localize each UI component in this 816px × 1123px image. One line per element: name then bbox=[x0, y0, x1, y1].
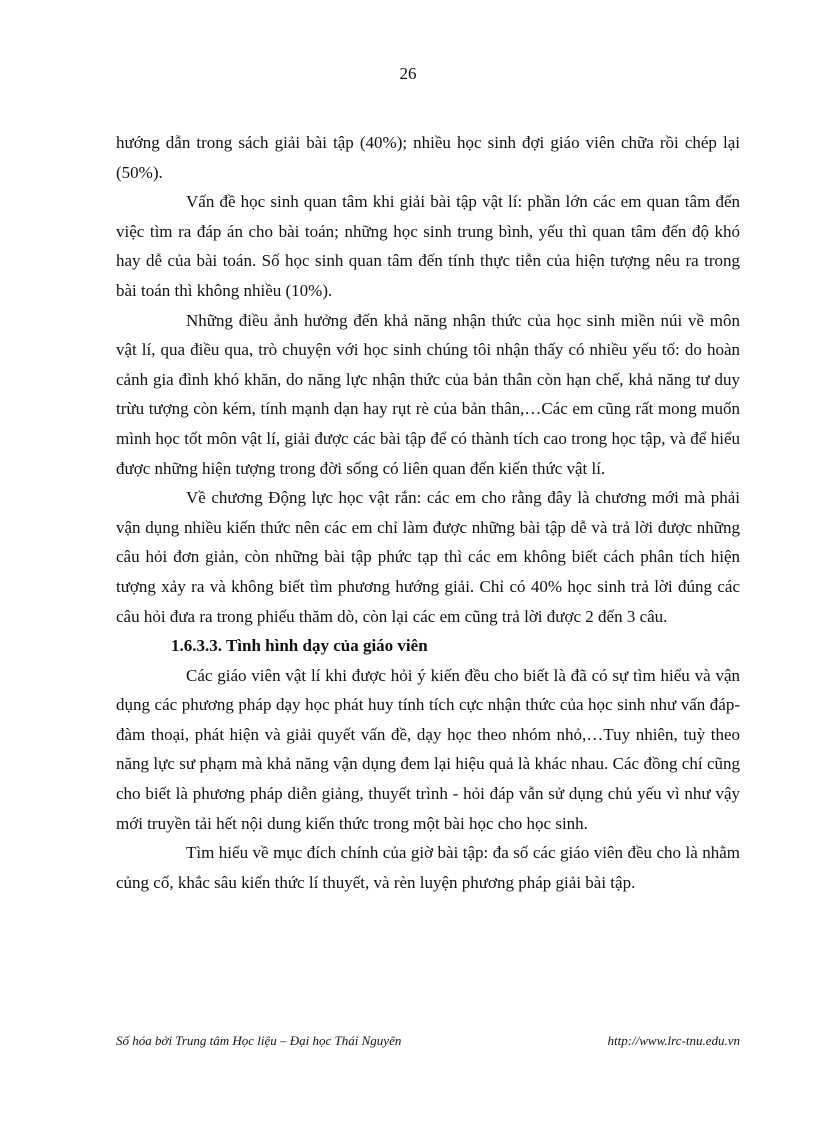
document-body bbox=[116, 128, 740, 897]
paragraph-teaching-methods: Các giáo viên vật lí khi được hỏi ý kiến đều cho biết là đã có sự tìm hiểu và vận dụng các phương pháp dạy học phát huy tính tích cực nhận thức của học sinh như vấn đáp-đàm thoại, phát hiện và giải quyết vấn đề, dạy học theo nhóm nhỏ,…Tuy nhiên, tuỳ theo năng lực sư phạm mà khả năng vận dụng đem lại hiệu quả là khác nhau. Các đồng chí cũng cho biết là phương pháp diễn giảng, thuyết trình - hỏi đáp vẫn sử dụng chủ yếu vì như vậy mới truyền tải hết nội dung kiến thức trong một bài học cho học sinh. bbox=[116, 665, 740, 833]
paragraph-exercise-purpose: Tìm hiểu về mục đích chính của giờ bài tập: đa số các giáo viên đều cho là nhằm củng cố, khắc sâu kiến thức lí thuyết, và rèn luyện phương pháp giải bài tập. bbox=[116, 843, 740, 892]
paragraph-concerns: Vấn đề học sinh quan tâm khi giải bài tập vật lí: phần lớn các em quan tâm đến việc tìm ra đáp án cho bài toán; những học sinh trung bình, yếu thì quan tâm đến độ khó hay dễ của bài toán. Số học sinh quan tâm đến tính thực tiễn của hiện tượng nêu ra trong bài toán thì không nhiều (10%). bbox=[116, 192, 740, 300]
page-footer bbox=[116, 1033, 740, 1049]
footer-url: http://www.lrc-tnu.edu.vn bbox=[607, 1033, 740, 1048]
footer-source: Số hóa bởi Trung tâm Học liệu – Đại học Thái Nguyên bbox=[116, 1033, 402, 1048]
page-number: 26 bbox=[399, 64, 417, 83]
paragraph-influences: Những điều ảnh hưởng đến khả năng nhận thức của học sinh miền núi về môn vật lí, qua điều qua, trò chuyện với học sinh chúng tôi nhận thấy có nhiều yếu tố: do hoàn cảnh gia đình khó khăn, do năng lực nhận thức của bản thân còn hạn chế, khả năng tư duy trừu tượng còn kém, tính mạnh dạn hay rụt rè của bản thân,…Các em cũng rất mong muốn mình học tốt môn vật lí, giải được các bài tập để có thành tích cao trong học tập, và để hiểu được những hiện tượng trong đời sống có liên quan đến kiến thức vật lí. bbox=[116, 310, 740, 478]
paragraph-continuation: hướng dẫn trong sách giải bài tập (40%); nhiều học sinh đợi giáo viên chữa rồi chép lại (50%). bbox=[116, 133, 740, 182]
paragraph-rigid-body-chapter: Về chương Động lực học vật rắn: các em cho rằng đây là chương mới mà phải vận dụng nhiều kiến thức nên các em chỉ làm được những bài tập dễ và trả lời được những câu hỏi đơn giản, còn những bài tập phức tạp thì các em không biết cách phân tích hiện tượng xảy ra và không biết tìm phương hướng giải. Chỉ có 40% học sinh trả lời đúng các câu hỏi đưa ra trong phiếu thăm dò, còn lại các em cũng trả lời được 2 đến 3 câu. bbox=[116, 488, 740, 626]
section-heading: 1.6.3.3. Tình hình dạy của giáo viên bbox=[171, 636, 428, 656]
